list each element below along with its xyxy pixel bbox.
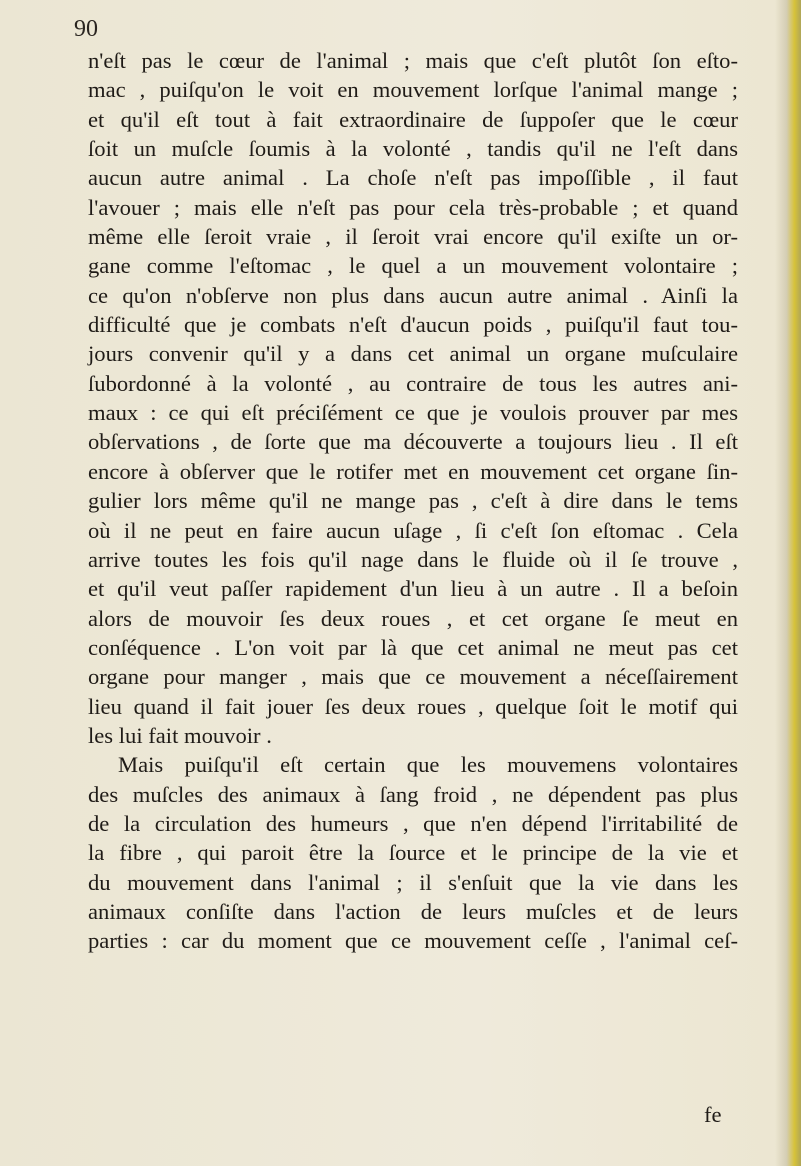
catchword: fe: [704, 1102, 722, 1127]
text-line: Mais puiſqu'il eſt certain que les mouvemens volontaires: [118, 752, 738, 778]
text-line: parties : car du moment que ce mouvement ceſſe , l'animal ceſ-: [88, 928, 738, 954]
text-line: conſéquence . L'on voit par là que cet animal ne meut pas cet: [88, 634, 738, 660]
text-line: animaux conſiſte dans l'action de leurs muſcles et de leurs: [88, 898, 738, 924]
text-line: aucun autre animal . La choſe n'eſt pas impoſſible , il faut: [88, 165, 738, 191]
body-text: [88, 46, 738, 956]
text-line: et qu'il eſt tout à fait extraordinaire de ſuppoſer que le cœur: [88, 106, 738, 132]
text-line: de la circulation des humeurs , que n'en dépend l'irritabilité de: [88, 810, 738, 836]
text-line: n'eſt pas le cœur de l'animal ; mais que c'eſt plutôt ſon eſto-: [88, 48, 738, 73]
text-line: organe pour manger , mais que ce mouvement a néceſſairement: [88, 664, 738, 690]
text-line: alors de mouvoir ſes deux roues , et cet organe ſe meut en: [88, 605, 738, 631]
text-line: encore à obſerver que le rotifer met en mouvement cet organe ſin-: [88, 458, 738, 484]
text-line: mac , puiſqu'on le voit en mouvement lorſque l'animal mange ;: [88, 77, 738, 103]
text-line: gane comme l'eſtomac , le quel a un mouvement volontaire ;: [88, 253, 738, 279]
text-line: jours convenir qu'il y a dans cet animal un organe muſculaire: [88, 341, 738, 367]
text-line: la fibre , qui paroit être la ſource et le principe de la vie et: [88, 840, 738, 866]
text-line: même elle ſeroit vraie , il ſeroit vrai encore qu'il exiſte un or-: [88, 224, 738, 250]
text-line: les lui fait mouvoir .: [88, 722, 272, 748]
text-line: maux : ce qui eſt préciſément ce que je voulois prouver par mes: [88, 400, 738, 426]
text-line: ce qu'on n'obſerve non plus dans aucun autre animal . Ainſi la: [88, 282, 738, 308]
text-line: ſoit un muſcle ſoumis à la volonté , tandis qu'il ne l'eſt dans: [88, 136, 738, 162]
text-line: et qu'il veut paſſer rapidement d'un lieu à un autre . Il a beſoin: [88, 576, 738, 602]
page-edge-shadow: [775, 0, 801, 1166]
text-line: des muſcles des animaux à ſang froid , ne dépendent pas plus: [88, 781, 738, 807]
text-line: difficulté que je combats n'eſt d'aucun poids , puiſqu'il faut tou-: [88, 312, 738, 338]
text-line: obſervations , de ſorte que ma découverte a toujours lieu . Il eſt: [88, 429, 738, 455]
text-line: gulier lors même qu'il ne mange pas , c'eſt à dire dans le tems: [88, 488, 738, 514]
page-number: 90: [74, 16, 98, 42]
text-line: l'avouer ; mais elle n'eſt pas pour cela très-probable ; et quand: [88, 194, 738, 220]
text-line: lieu quand il fait jouer ſes deux roues , quelque ſoit le motif qui: [88, 693, 738, 719]
text-line: du mouvement dans l'animal ; il s'enſuit que la vie dans les: [88, 869, 738, 895]
text-line: arrive toutes les fois qu'il nage dans le fluide où il ſe trouve ,: [88, 546, 738, 572]
text-line: ſubordonné à la volonté , au contraire de tous les autres ani-: [88, 370, 738, 396]
text-line: où il ne peut en faire aucun uſage , ſi c'eſt ſon eſtomac . Cela: [88, 517, 738, 543]
